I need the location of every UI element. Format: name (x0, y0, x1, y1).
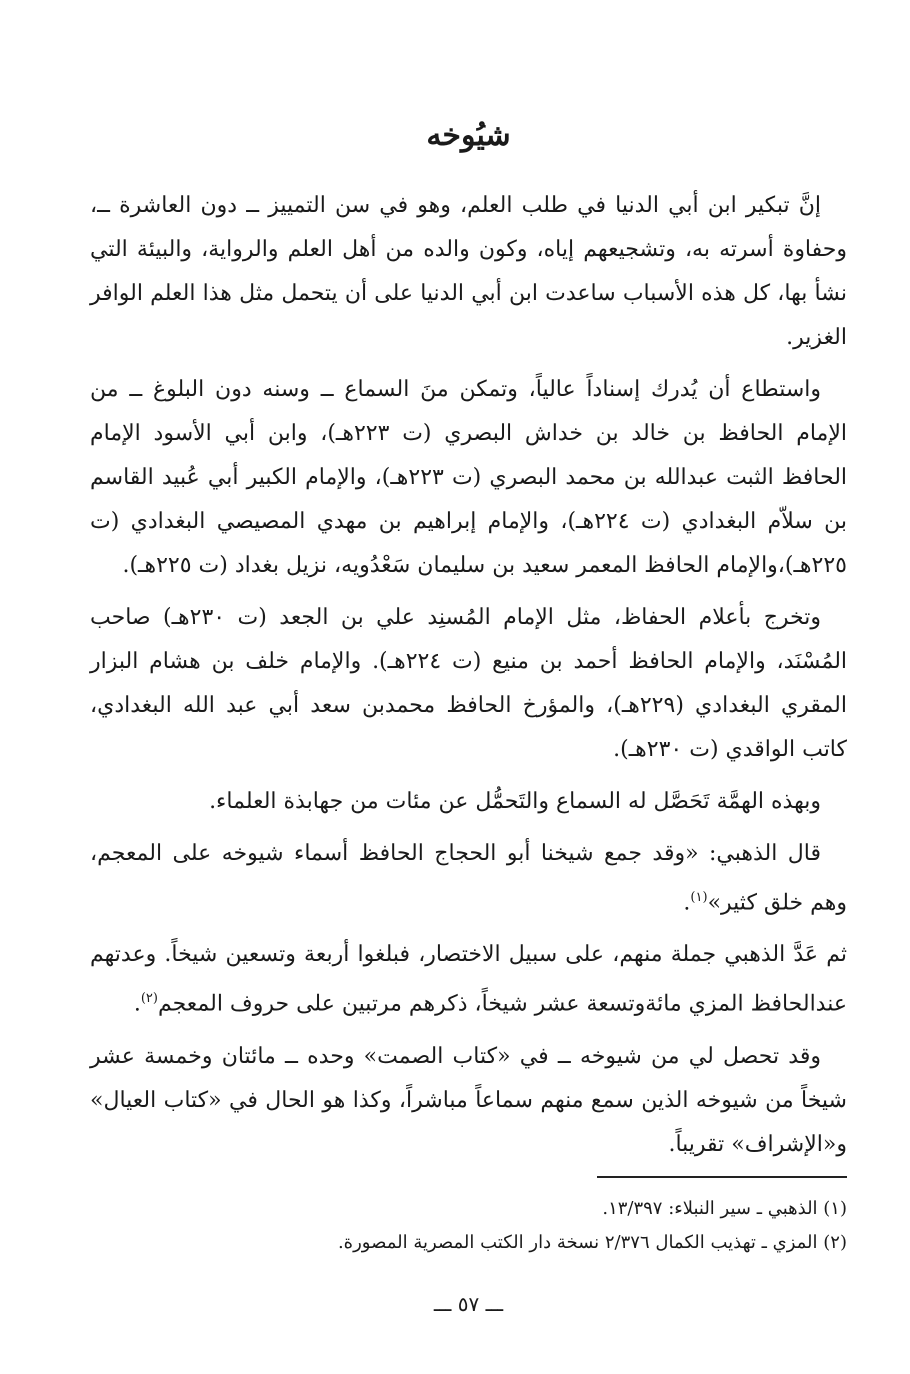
footnote-1: (١) الذهبي ـ سير النبلاء: ١٣/٣٩٧. (602, 1198, 847, 1219)
footnote-ref-2: (٢) (140, 991, 158, 1007)
paragraph-3: وتخرج بأعلام الحفاظ، مثل الإمام المُسنِد علي بن الجعد (ت ٢٣٠هـ) صاحب المُسْنَد، والإمام الحافظ أحمد بن منيع (ت ٢٢٤هـ). والإمام خلف بن هشام البزار المقري البغدادي (٢٢٩هـ)، والمؤرخ الحافظ محمدبن سعد أبي عبد الله البغدادي، كاتب الواقدي (ت ٢٣٠هـ). (90, 605, 848, 762)
chapter-title: شيُوخه (426, 118, 511, 153)
footnote-2: (٢) المزي ـ تهذيب الكمال ٢/٣٧٦ نسخة دار الكتب المصرية المصورة. (337, 1232, 847, 1253)
paragraph-5-text: قال الذهبي: «وقد جمع شيخنا أبو الحجاج الحافظ أسماء شيوخه على المعجم، وهم خلق كثير» (90, 841, 847, 916)
paragraph-2: واستطاع أن يُدرك إسناداً عالياً، وتمكن منَ السماع ــ وسنه دون البلوغ ــ من الإمام الحافظ بن خالد بن خداش البصري (ت ٢٢٣هـ)، وابن أبي الأسود الإمام الحافظ الثبت عبدالله بن محمد البصري (ت ٢٢٣هـ)، والإمام الكبير أبي عُبيد القاسم بن سلاّم البغدادي (ت ٢٢٤هـ)، والإمام إبراهيم بن مهدي المصيصي البغدادي (ت ٢٢٥هـ)،والإمام الحافظ المعمر سعيد بن سليمان سَعْدُويه، نزيل بغداد (ت ٢٢٥هـ). (90, 377, 848, 578)
book-page (90, 0, 847, 1374)
footnote-divider (597, 1176, 847, 1178)
paragraph-6: ثم عَدَّ الذهبي جملة منهم، على سبيل الاختصار، فبلغوا أربعة وتسعين شيخاً. وعدتهم عندالحافظ المزي مائةوتسعة عشر شيخاً، ذكرهم مرتبين على حروف المعجم$^{(٢)}$. (90, 942, 847, 1017)
footnote-ref-1: (١) (690, 890, 708, 905)
footnotes (90, 1192, 847, 1260)
paragraph-6-text: ثم عَدَّ الذهبي جملة منهم، على سبيل الاختصار، فبلغوا أربعة وتسعين شيخاً. وعدتهم عندالحافظ المزي مائةوتسعة عشر شيخاً، ذكرهم مرتبين على حروف المعجم (90, 942, 847, 1017)
paragraph-4: وبهذه الهمَّة تَحَصَّل له السماع والتَحمُّل عن مئات من جهابذة العلماء. (209, 789, 821, 814)
paragraph-5: قال الذهبي: «وقد جمع شيخنا أبو الحجاج الحافظ أسماء شيوخه على المعجم، وهم خلق كثير»$^{(١)}$. (90, 841, 847, 916)
page-number: ـــ ٥٧ ـــ (433, 1292, 504, 1316)
main-text (90, 184, 847, 1175)
paragraph-7: وقد تحصل لي من شيوخه ــ في «كتاب الصمت» وحده ــ مائتان وخمسة عشر شيخاً من شيوخه الذين سمع منهم سماعاً مباشراً، وكذا هو الحال في «كتاب العيال» و«الإشراف» تقريباً. (90, 1043, 847, 1157)
paragraph-1: إنَّ تبكير ابن أبي الدنيا في طلب العلم، وهو في سن التمييز ــ دون العاشرة ــ، وحفاوة أسرته به، وتشجيعهم إياه، وكون والده من أهل العلم والرواية، والبيئة التي نشأ بها، كل هذه الأسباب ساعدت ابن أبي الدنيا على أن يتحمل مثل هذا العلم الوافر الغزير. (90, 193, 847, 350)
